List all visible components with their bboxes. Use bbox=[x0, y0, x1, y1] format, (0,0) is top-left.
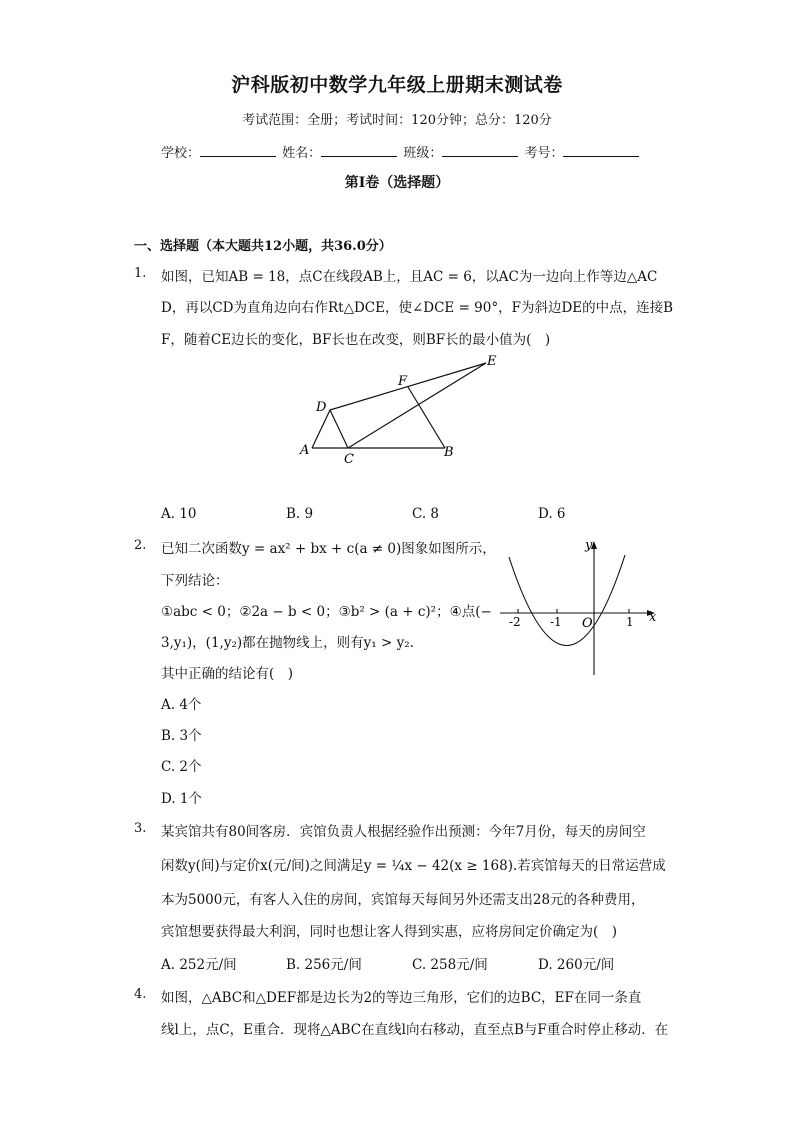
question-3-line-3: 本为5000元，有客人入住的房间，宾馆每天每间另外还需支出28元的各种费用， bbox=[161, 892, 645, 908]
question-1-option-c[interactable]: C. 8 bbox=[412, 506, 440, 522]
label-b: B bbox=[444, 445, 454, 460]
tick-label-minus-1: -1 bbox=[550, 615, 562, 629]
question-3-line-1: 某宾馆共有80间客房．宾馆负责人根据经验作出预测：今年7月份，每天的房间空 bbox=[161, 824, 646, 840]
question-4-number: 4. bbox=[134, 987, 147, 1002]
question-2-option-a[interactable]: A. 4个 bbox=[161, 697, 202, 713]
question-2-line-3: ①abc < 0；②2a − b < 0；③b² > (a + c)²；④点(− bbox=[161, 604, 492, 620]
question-1-figure bbox=[290, 350, 510, 470]
question-3-line-4: 宾馆想要获得最大利润，同时也想让客人得到实惠，应将房间定价确定为( ) bbox=[161, 924, 618, 940]
parabola bbox=[509, 555, 625, 646]
question-1-line-3: F，随着CE边长的变化，BF长也在改变，则BF长的最小值为( ) bbox=[161, 332, 551, 348]
school-label: 学校： bbox=[161, 146, 201, 161]
volume-heading: 第I卷（选择题） bbox=[344, 175, 450, 191]
question-2-line-1: 已知二次函数y = ax² + bx + c(a ≠ 0)图象如图所示， bbox=[161, 541, 496, 557]
question-3-option-d[interactable]: D. 260元/间 bbox=[538, 957, 615, 973]
question-3-line-2: 闲数y(间)与定价x(元/间)之间满足y = ¼x − 42(x ≥ 168).若宾馆每天的日常运营成 bbox=[161, 858, 666, 874]
name-blank[interactable] bbox=[321, 144, 397, 157]
segment-ce bbox=[348, 363, 486, 448]
question-1-line-1: 如图，已知AB = 18，点C在线段AB上，且AC = 6，以AC为一边向上作等边△AC bbox=[161, 269, 658, 285]
name-label: 姓名： bbox=[282, 146, 322, 161]
tick-label-minus-2: -2 bbox=[509, 615, 521, 629]
tick-label-1: 1 bbox=[626, 615, 634, 629]
question-1-line-2: D，再以CD为直角边向右作Rt△DCE，使∠DCE = 90°，F为斜边DE的中点，连接B bbox=[161, 300, 674, 316]
segment-ad bbox=[312, 410, 330, 448]
question-2-line-5: 其中正确的结论有( ) bbox=[161, 666, 294, 682]
class-blank[interactable] bbox=[442, 144, 518, 157]
question-2-graph bbox=[495, 535, 665, 685]
label-e: E bbox=[487, 354, 497, 369]
exam-info: 考试范围：全册；考试时间：120分钟；总分：120分 bbox=[242, 113, 552, 128]
x-axis-label: x bbox=[649, 610, 657, 625]
origin-label: O bbox=[582, 616, 593, 631]
label-f: F bbox=[398, 374, 408, 389]
question-2-line-2: 下列结论： bbox=[161, 573, 229, 589]
question-1-option-a[interactable]: A. 10 bbox=[161, 506, 197, 522]
number-label: 考号： bbox=[524, 146, 564, 161]
class-label: 班级： bbox=[403, 146, 443, 161]
question-2-number: 2. bbox=[134, 538, 147, 553]
question-1-option-b[interactable]: B. 9 bbox=[286, 506, 314, 522]
question-3-number: 3. bbox=[134, 821, 147, 836]
question-2-option-b[interactable]: B. 3个 bbox=[161, 728, 202, 744]
question-1-number: 1. bbox=[134, 266, 147, 281]
segment-fb bbox=[408, 387, 445, 448]
label-a: A bbox=[300, 443, 310, 458]
paper-title: 沪科版初中数学九年级上册期末测试卷 bbox=[231, 74, 563, 96]
question-3-option-a[interactable]: A. 252元/间 bbox=[161, 957, 237, 973]
number-blank[interactable] bbox=[563, 144, 639, 157]
question-2-option-c[interactable]: C. 2个 bbox=[161, 759, 202, 775]
segment-de bbox=[330, 363, 486, 410]
question-1-option-d[interactable]: D. 6 bbox=[538, 506, 566, 522]
question-4-line-1: 如图，△ABC和△DEF都是边长为2的等边三角形，它们的边BC，EF在同一条直 bbox=[161, 990, 642, 1006]
y-axis-label: y bbox=[585, 538, 593, 553]
label-d: D bbox=[316, 400, 327, 415]
question-4-line-2: 线l上，点C，E重合．现将△ABC在直线l向右移动，直至点B与F重合时停止移动．在 bbox=[161, 1022, 669, 1038]
question-3-option-c[interactable]: C. 258元/间 bbox=[412, 957, 488, 973]
question-3-option-b[interactable]: B. 256元/间 bbox=[286, 957, 362, 973]
school-blank[interactable] bbox=[200, 144, 276, 157]
question-2-line-4: 3,y₁)，(1,y₂)都在抛物线上，则有y₁ > y₂. bbox=[161, 635, 414, 651]
section-heading: 一、选择题（本大题共12小题，共36.0分） bbox=[134, 239, 392, 254]
segment-dc bbox=[330, 410, 348, 448]
student-info-line bbox=[161, 142, 641, 161]
label-c: C bbox=[344, 452, 354, 467]
question-2-option-d[interactable]: D. 1个 bbox=[161, 791, 203, 807]
